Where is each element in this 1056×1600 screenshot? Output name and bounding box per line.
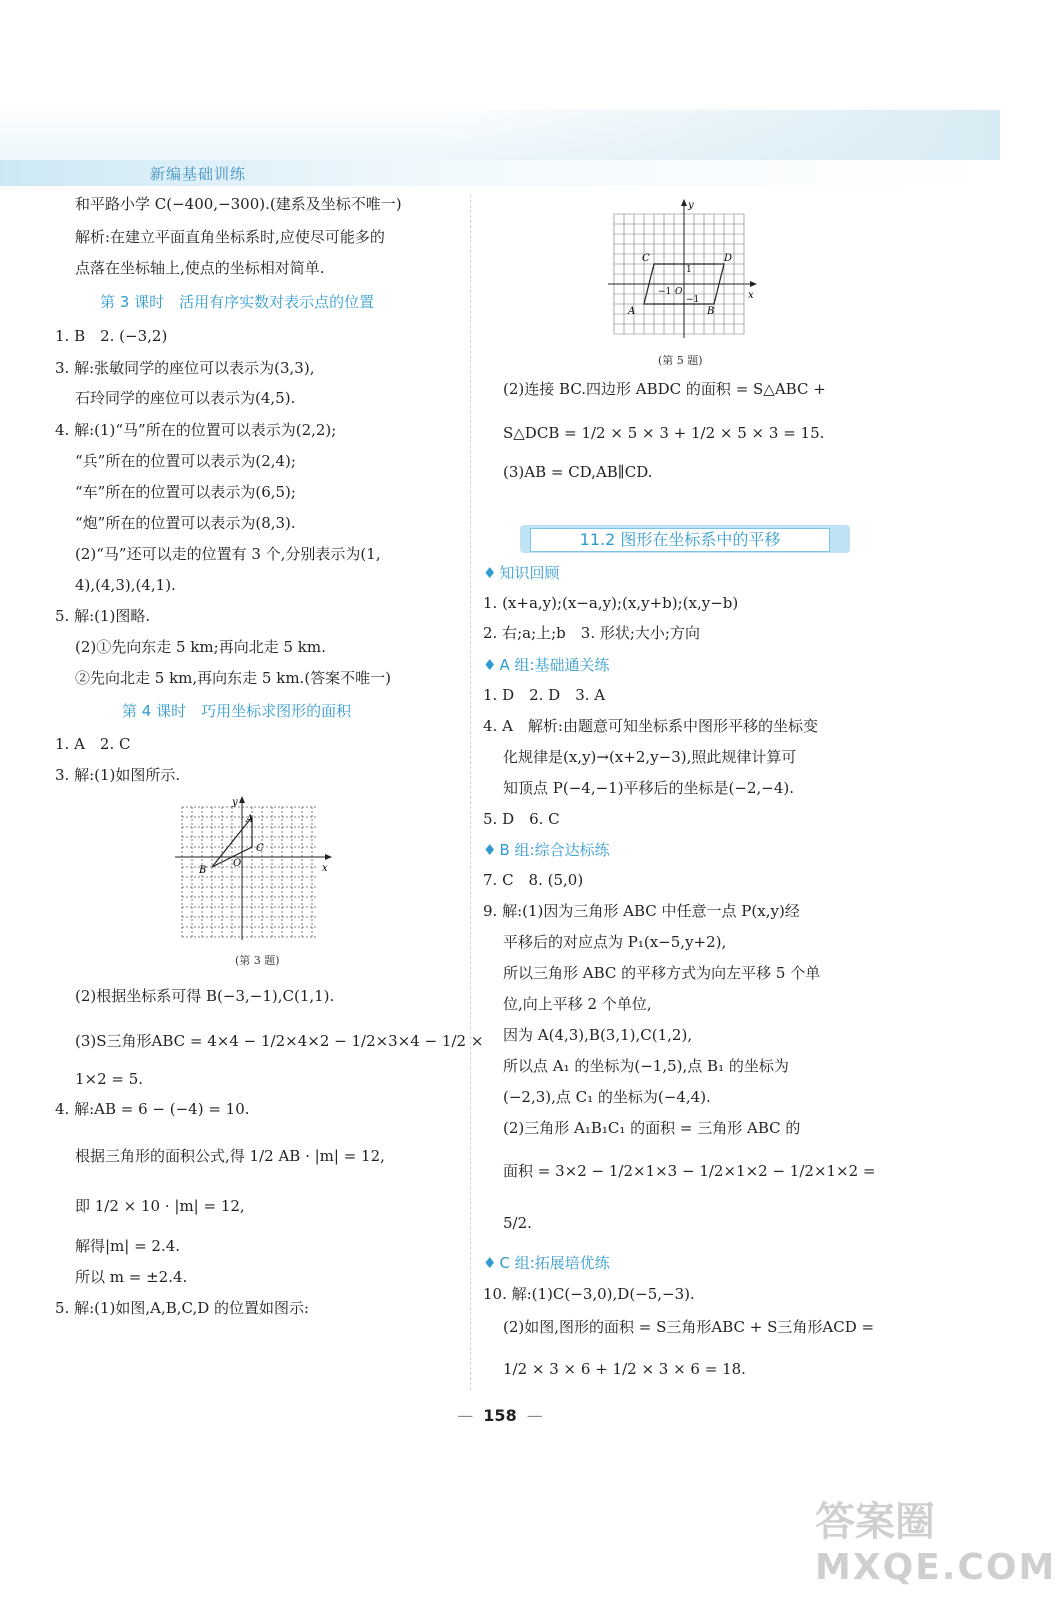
fig3-label-x: x [322, 863, 328, 874]
diamond-icon: ♦ [483, 1254, 497, 1272]
l3-line-7: “炮”所在的位置可以表示为(8,3). [75, 514, 296, 532]
after3-line-4: 4. 解:AB = 6 − (−4) = 10. [55, 1100, 250, 1118]
fig3-label-b: B [199, 865, 207, 876]
figure-5-caption: (第 5 题) [658, 354, 703, 367]
header-band-shade [440, 110, 1000, 160]
watermark [815, 1490, 1056, 1588]
l4-line-1: 1. A 2. C [55, 735, 131, 753]
l3-line-9: 4),(4,3),(4,1). [75, 576, 176, 594]
l3-line-8: (2)“马”还可以走的位置有 3 个,分别表示为(1, [75, 545, 381, 563]
figure-3-graph [170, 795, 340, 945]
group-a-line-4: 知顶点 P(−4,−1)平移后的坐标是(−2,−4). [503, 779, 795, 797]
diamond-icon: ♦ [483, 564, 497, 582]
group-c-title-text: C 组:拓展培优练 [499, 1254, 610, 1272]
fig3-x-arrow [325, 854, 332, 860]
figure-3-caption: (第 3 题) [235, 954, 280, 967]
group-b-line-9: (2)三角形 A₁B₁C₁ 的面积 = 三角形 ABC 的 [503, 1119, 801, 1137]
l3-line-5: “兵”所在的位置可以表示为(2,4); [75, 452, 296, 470]
group-b-line-10: 面积 = 3×2 − 1/2×1×3 − 1/2×1×2 − 1/2×1×2 = [503, 1162, 876, 1180]
intro-line-3: 点落在坐标轴上,使点的坐标相对简单. [75, 259, 325, 277]
group-a-title-text: A 组:基础通关练 [499, 656, 610, 674]
group-b-line-2: 9. 解:(1)因为三角形 ABC 中任意一点 P(x,y)经 [483, 902, 800, 920]
group-a-line-3: 化规律是(x,y)→(x+2,y−3),照此规律计算可 [503, 748, 797, 766]
fig5-tick-1: 1 [686, 265, 692, 275]
l3-line-3: 石玲同学的座位可以表示为(4,5). [75, 389, 296, 407]
group-a-line-1: 1. D 2. D 3. A [483, 686, 606, 704]
group-b-line-6: 因为 A(4,3),B(3,1),C(1,2), [503, 1026, 693, 1044]
fig5-line-3: (3)AB = CD,AB∥CD. [503, 463, 653, 481]
section-banner: 11.2 图形在坐标系中的平移 [530, 528, 830, 552]
diamond-icon: ♦ [483, 656, 497, 674]
l3-line-10: 5. 解:(1)图略. [55, 607, 151, 625]
after3-line-7: 解得|m| = 2.4. [75, 1237, 181, 1255]
after3-line-6: 即 1/2 × 10 · |m| = 12, [75, 1197, 245, 1215]
fig5-label-a: A [628, 306, 636, 317]
dash-right: — [526, 1406, 543, 1425]
group-b-line-7: 所以点 A₁ 的坐标为(−1,5),点 B₁ 的坐标为 [503, 1057, 789, 1075]
group-c-line-3: 1/2 × 3 × 6 + 1/2 × 3 × 6 = 18. [503, 1360, 746, 1378]
group-b-line-4: 所以三角形 ABC 的平移方式为向左平移 5 个单 [503, 964, 821, 982]
group-c-title [483, 1252, 610, 1273]
fig5-y-arrow [681, 199, 687, 206]
group-b-line-3: 平移后的对应点为 P₁(x−5,y+2), [503, 933, 727, 951]
l3-line-1: 1. B 2. (−3,2) [55, 327, 168, 345]
fig5-label-y: y [688, 200, 694, 211]
lesson3-title: 第 3 课时 活用有序实数对表示点的位置 [100, 293, 375, 311]
after3-line-5: 根据三角形的面积公式,得 1/2 AB · |m| = 12, [75, 1147, 385, 1165]
group-b-line-8: (−2,3),点 C₁ 的坐标为(−4,4). [503, 1088, 711, 1106]
after3-line-8: 所以 m = ±2.4. [75, 1268, 188, 1286]
fig5-x-arrow [750, 281, 757, 287]
fig5-tick-neg1-y: −1 [686, 295, 700, 305]
review-line-2: 2. 右;a;上;b 3. 形状;大小;方向 [483, 624, 700, 642]
after3-line-2: (3)S三角形ABC = 4×4 − 1/2×4×2 − 1/2×3×4 − 1/2 × [75, 1032, 484, 1050]
l3-line-6: “车”所在的位置可以表示为(6,5); [75, 483, 296, 501]
watermark-line-1: 答案圈 [815, 1499, 935, 1545]
page-number-text: 158 [483, 1406, 517, 1425]
fig3-label-y: y [232, 797, 238, 808]
fig5-label-o: O [675, 287, 683, 297]
group-a-line-5: 5. D 6. C [483, 810, 560, 828]
review-line-1: 1. (x+a,y);(x−a,y);(x,y+b);(x,y−b) [483, 594, 739, 612]
group-b-title-text: B 组:综合达标练 [499, 841, 610, 859]
page-number [440, 1406, 560, 1425]
review-title-text: 知识回顾 [499, 564, 560, 582]
after3-line-1: (2)根据坐标系可得 B(−3,−1),C(1,1). [75, 987, 335, 1005]
lesson4-title: 第 4 课时 巧用坐标求图形的面积 [122, 702, 352, 720]
l3-line-4: 4. 解:(1)“马”所在的位置可以表示为(2,2); [55, 421, 337, 439]
group-b-line-11: 5/2. [503, 1214, 532, 1232]
figure-5-graph [600, 198, 770, 348]
fig3-label-a: A [246, 814, 254, 825]
l3-line-11: (2)①先向东走 5 km;再向北走 5 km. [75, 638, 326, 656]
l3-line-12: ②先向北走 5 km,再向东走 5 km.(答案不唯一) [75, 669, 392, 687]
group-c-line-1: 10. 解:(1)C(−3,0),D(−5,−3). [483, 1285, 695, 1303]
fig5-label-d: D [724, 253, 733, 264]
l3-line-2: 3. 解:张敏同学的座位可以表示为(3,3), [55, 359, 315, 377]
fig5-line-1: (2)连接 BC.四边形 ABDC 的面积 = S△ABC + [503, 380, 826, 398]
intro-line-1: 和平路小学 C(−400,−300).(建系及坐标不唯一) [75, 195, 402, 213]
fig3-y-arrow [239, 796, 245, 803]
fig5-line-2: S△DCB = 1/2 × 5 × 3 + 1/2 × 5 × 3 = 15. [503, 424, 825, 442]
review-title [483, 562, 559, 583]
group-a-line-2: 4. A 解析:由题意可知坐标系中图形平移的坐标变 [483, 717, 818, 735]
after3-line-9: 5. 解:(1)如图,A,B,C,D 的位置如图示: [55, 1299, 310, 1317]
group-a-title [483, 654, 610, 675]
group-b-line-5: 位,向上平移 2 个单位, [503, 995, 652, 1013]
group-c-line-2: (2)如图,图形的面积 = S三角形ABC + S三角形ACD = [503, 1318, 875, 1336]
diamond-icon: ♦ [483, 841, 497, 859]
column-divider [470, 195, 471, 1390]
fig5-label-x: x [748, 290, 754, 301]
fig5-tick-neg1-x: −1 [658, 287, 672, 297]
fig3-label-o: O [233, 858, 242, 869]
fig5-label-c: C [642, 253, 650, 264]
l4-line-2: 3. 解:(1)如图所示. [55, 766, 181, 784]
group-b-line-1: 7. C 8. (5,0) [483, 871, 584, 889]
fig3-label-c: C [256, 843, 264, 854]
intro-line-2: 解析:在建立平面直角坐标系时,应使尽可能多的 [75, 228, 385, 246]
after3-line-3: 1×2 = 5. [75, 1070, 144, 1088]
dash-left: — [457, 1406, 474, 1425]
series-title: 新编基础训练 [150, 165, 247, 183]
watermark-line-2: MXQE.COM [815, 1547, 1056, 1588]
fig5-label-b: B [707, 306, 715, 317]
group-b-title [483, 839, 610, 860]
